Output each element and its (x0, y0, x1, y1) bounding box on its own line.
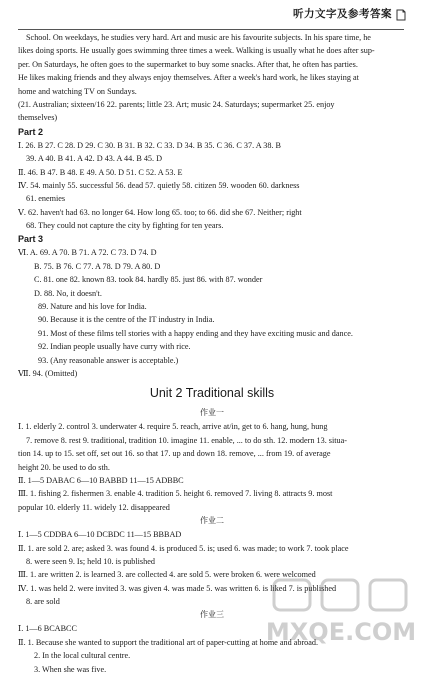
answer-line: 93. (Any reasonable answer is acceptable.) (38, 355, 179, 365)
text-line: per. On Saturdays, he often goes to the supermarket to buy some snacks. After that, he often has parties. (18, 59, 358, 69)
answer-line: 91. Most of these films tell stories with a happy ending and they have exciting music and dance. (38, 328, 353, 338)
answer-line: Ⅱ. 1—5 DABAC 6—10 BABBD 11—15 ADBBC (18, 475, 184, 485)
answer-line: Ⅰ. 1. elderly 2. control 3. underwater 4. require 5. reach, arrive at/in, get to 6. hang, hung, hung (18, 422, 328, 432)
answer-line: Ⅱ. 1. are sold 2. are; asked 3. was found 4. is produced 5. is; used 6. was made; to work 7. took place (18, 543, 349, 553)
text-line: themselves) (18, 113, 58, 123)
answer-line: 39. A 40. B 41. A 42. D 43. A 44. B 45. D (26, 154, 163, 164)
part3-title: Part 3 (18, 234, 44, 245)
answer-line: Ⅰ. 1—5 CDDBA 6—10 DCBDC 11—15 BBBAD (18, 530, 182, 540)
answer-line: 3. When she was five. (34, 664, 107, 674)
answer-line: Ⅴ. 62. haven't had 63. no longer 64. How long 65. too; to 66. did she 67. Neither; right (18, 207, 302, 217)
page-corner-icon (396, 9, 406, 21)
answer-line: tion 14. up to 15. set off, set out 16. so that 17. up and down 18. remove, ... from 19. of average (18, 449, 331, 459)
answer-line: Ⅱ. 46. B 47. B 48. E 49. A 50. D 51. C 52. A 53. E (18, 167, 183, 177)
answer-line: Ⅰ. 26. B 27. C 28. D 29. C 30. B 31. B 32. C 33. D 34. B 35. C 36. C 37. A 38. B (18, 140, 281, 150)
answer-line: Ⅱ. 1. Because she wanted to support the traditional art of paper-cutting at home and abroad. (18, 637, 319, 647)
answer-line: 7. remove 8. rest 9. traditional, tradition 10. imagine 11. enable, ... to do sth. 12. modern 13. situa- (26, 435, 347, 445)
homework-1-title: 作业一 (200, 408, 224, 418)
answer-line: 92. Indian people usually have curry with rice. (38, 342, 191, 352)
answer-line: popular 10. elderly 11. widely 12. disappeared (18, 502, 170, 512)
part2-title: Part 2 (18, 126, 44, 137)
answer-line: 61. enemies (26, 194, 66, 204)
answer-line: 2. In the local cultural centre. (34, 651, 131, 661)
answer-line: Ⅲ. 1. fishing 2. fishermen 3. enable 4. tradition 5. height 6. removed 7. living 8. attracts 9. most (18, 489, 333, 499)
text-line: School. On weekdays, he studies very hard. Art and music are his favourite subjects. In his spare time, he (26, 33, 371, 42)
answer-line: Ⅰ. 1—6 BCABCC (18, 624, 77, 634)
text-line: He likes making friends and they always enjoy themselves. After a week's hard work, he likes staying at (18, 73, 359, 83)
homework-2-title: 作业二 (200, 516, 224, 526)
answer-line: 8. are sold (26, 597, 60, 607)
text-line: home and watching TV on Sundays. (18, 86, 137, 96)
answer-line: Ⅶ. 94. (Omitted) (18, 368, 78, 378)
watermark-logo (266, 576, 416, 648)
homework-3-title: 作业三 (200, 610, 224, 620)
answer-line: 89. Nature and his love for India. (38, 302, 147, 312)
answer-line: B. 75. B 76. C 77. A 78. D 79. A 80. D (34, 261, 161, 271)
unit-title: Unit 2 Traditional skills (149, 386, 275, 401)
answer-line: Ⅵ. A. 69. A 70. B 71. A 72. C 73. D 74. D (18, 248, 157, 258)
answer-line: 8. were seen 9. Is; held 10. is published (26, 556, 155, 566)
answer-line: Ⅳ. 1. was held 2. were invited 3. was given 4. was made 5. was written 6. is liked 7. is published (18, 583, 337, 593)
header-title: 听力文字及参考答案 (293, 8, 392, 20)
answer-line: 68. They could not capture the city by fighting for ten years. (26, 221, 224, 231)
text-line: (21. Australian; sixteen/16 22. parents; little 23. Art; music 24. Saturdays; supermarket 25. enjoy (18, 99, 335, 109)
header-rule (18, 29, 404, 30)
answer-line: Ⅲ. 1. are written 2. is learned 3. are collected 4. are sold 5. were broken 6. were welcomed (18, 570, 316, 580)
watermark-text: MXQE.COM (266, 618, 416, 646)
page-header (0, 0, 422, 30)
answer-line: C. 81. one 82. known 83. took 84. hardly 85. just 86. with 87. wonder (34, 275, 263, 285)
answer-line: Ⅳ. 54. mainly 55. successful 56. dead 57. quietly 58. citizen 59. wooden 60. darkness (18, 180, 300, 190)
answer-line: height 20. be used to do sth. (18, 462, 110, 472)
text-line: likes doing sports. He usually goes swimming three times a week. Walking is usually what he does after sup- (18, 46, 375, 56)
watermark-mark-icon (274, 580, 406, 610)
answer-line: 90. Because it is the centre of the IT industry in India. (38, 315, 215, 325)
answer-line: D. 88. No, it doesn't. (34, 288, 102, 298)
